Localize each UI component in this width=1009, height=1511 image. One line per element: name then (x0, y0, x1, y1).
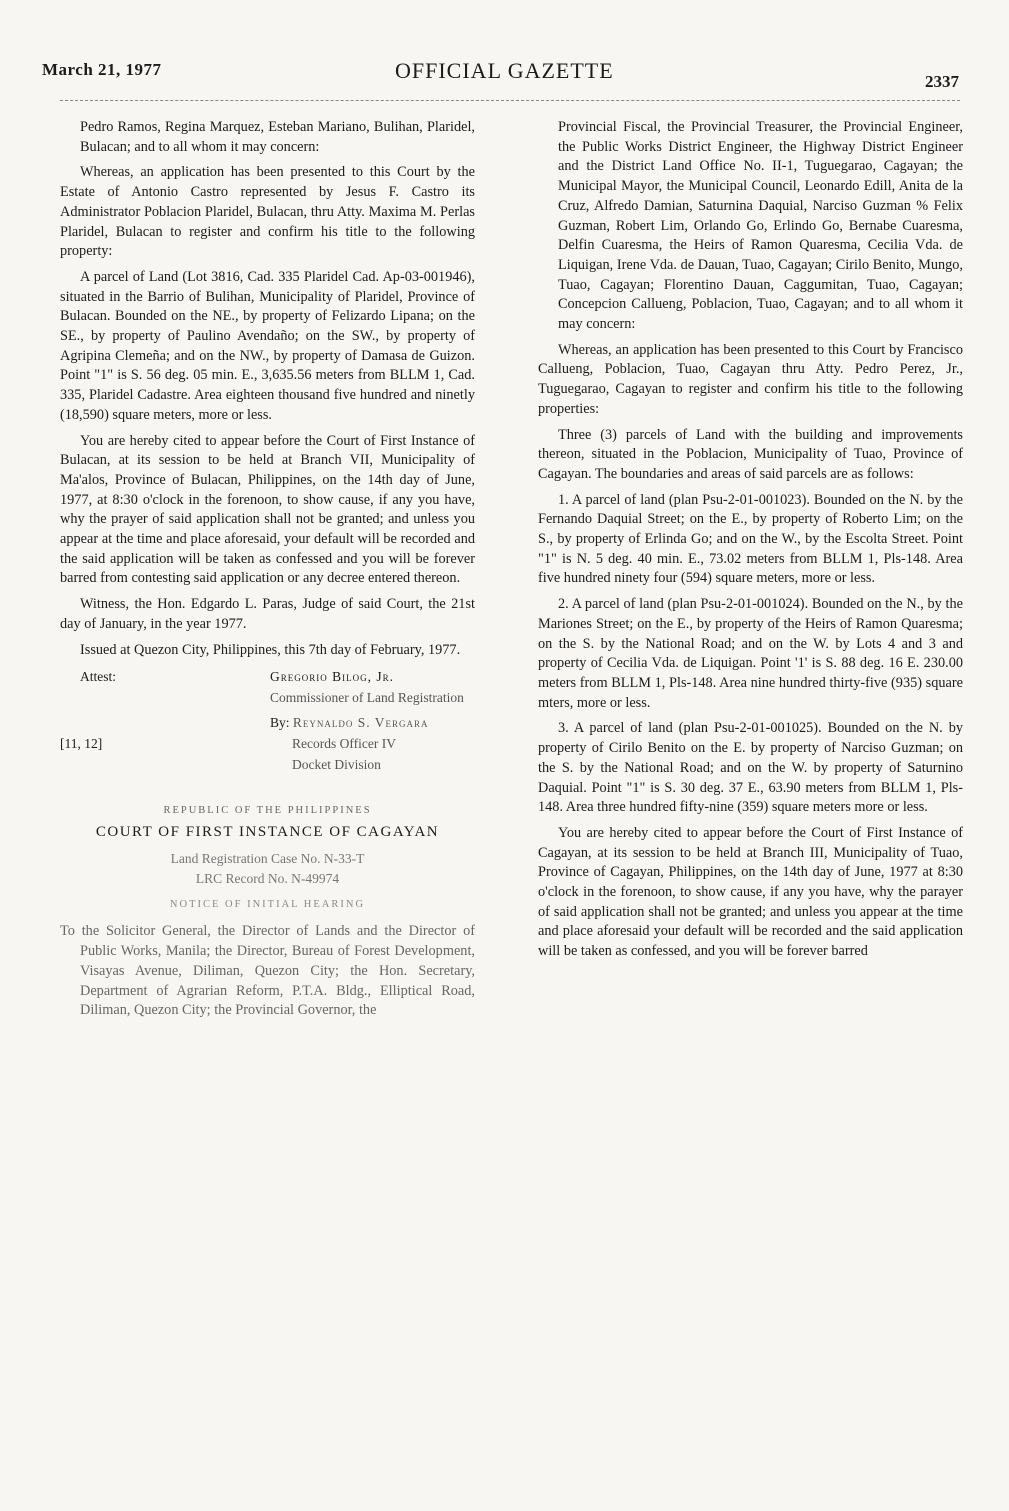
parcel-2: 2. A parcel of land (plan Psu-2-01-001024). Bounded on the N., by the Mariones Street; on the E., by property of the Heirs of Ramon Quaresma; on the S. by the National Road; and on the W. by Lots 4 and 3 and property of Cecilia Vda. de Liquigan. Point '1' is S. 88 deg. 16 E. 230.00 meters from BLLM 1, Pls-148. Area nine hundred thirty-five (935) square mters, more or less. (538, 596, 963, 711)
issue-date: March 21, 1977 (42, 60, 162, 79)
parcel-1: 1. A parcel of land (plan Psu-2-01-001023). Bounded on the N. by the Fernando Daquial Street; on the E., by property of Roberto Lim; on the S., by property of Erlinda Go; and on the W., by the Escolta Street. Point "1" is N. 5 deg. 40 min. E., 73.02 meters from BLLM 1, Pls-148. Area five hundred ninety four (594) square meters, more or less. (538, 491, 963, 587)
attestation (60, 666, 475, 775)
notice-title: NOTICE OF INITIAL HEARING (169, 898, 366, 910)
whereas-paragraph-right: Whereas, an application has been presented to this Court by Francisco Callueng, Poblacion, Tuao, Cagayan thru Atty. Pedro Perez, Jr., Tuguegarao, Cagayan to register and confirm his title to the following properties: (538, 341, 963, 417)
header-rule (60, 100, 960, 101)
citation-paragraph: You are hereby cited to appear before the Court of First Instance of Bulacan, at its session to be held at Branch VII, Municipality of Ma'alos, Province of Bulacan, Philippines, on the 14th day of June, 1977, at 8:30 o'clock in the forenoon, to show cause, if any you have, why the prayer of said application shall not be granted; and unless you appear at the time and place aforesaid, your default will be recorded and the said application will be taken as confessed and you will be forever barred from contesting said application or any decree entered thereon. (60, 432, 475, 587)
property-description: A parcel of Land (Lot 3816, Cad. 335 Plaridel Cad. Ap-03-001946), situated in the Barrio of Bulihan, Municipality of Plaridel, Province of Bulacan. Bounded on the NE., by property of Felizardo Lipana; on the SE., by property of Paulino Avendaño; on the SW., by property of Agripina Clemeña; and on the NW., by property of Damasa de Guizon. Point "1" is S. 56 deg. 05 min. E., 3,635.56 meters from BLLM 1, Cad. 335, Plaridel Cadastre. Area eighteen thousand five hundred and ninetly (18,590) square meters, more or less. (60, 268, 475, 423)
page-number: 2337 (925, 72, 959, 91)
attest-title: Commissioner of Land Registration (270, 690, 464, 706)
case-number: Land Registration Case No. N-33-T (170, 850, 365, 866)
by-label: By: (270, 715, 290, 731)
left-column (60, 118, 475, 1027)
citation-paragraph-right: You are hereby cited to appear before the Court of First Instance of Cagayan, at its session to be held at Branch III, Municipality of Tuao, Province of Cagayan, Philippines, on the 14th day of June, 1977 at 8:30 o'clock in the forenoon, to show cause, if any you have, why the parayer of said application shall not be granted; and unless you appear at the time and place aforesaid your default will be recorded and the said application will be taken as confessed, and you will be forever barred (538, 824, 963, 960)
republic-label: REPUBLIC OF THE PHILIPPINES (163, 805, 372, 817)
parcels-intro: Three (3) parcels of Land with the building and improvements thereon, situated in the Poblacion, Municipality of Tuao, Province of Cagayan. The boundaries and areas of said parcels are as follows: (538, 426, 963, 482)
witness-paragraph: Witness, the Hon. Edgardo L. Paras, Judge of said Court, the 21st day of January, in the year 1977. (60, 596, 475, 632)
notice-heading (60, 801, 475, 914)
court-name: COURT OF FIRST INSTANCE OF CAGAYAN (95, 823, 440, 840)
publication-title: OFFICIAL GAZETTE (395, 58, 614, 83)
right-column (538, 118, 963, 968)
issued-paragraph: Issued at Quezon City, Philippines, this 7th day of February, 1977. (80, 641, 461, 658)
addressees-paragraph: To the Solicitor General, the Director of Lands and the Director of Public Works, Manila; the Director, Bureau of Forest Development, Visayas Avenue, Diliman, Quezon City; the Hon. Secretary, Department of Agrarian Reform, P.T.A. Bldg., Elliptical Road, Diliman, Quezon City; the Provincial Governor, the (60, 923, 475, 1019)
lrc-record: LRC Record No. N-49974 (195, 870, 340, 886)
attest-name: Gregorio Bilog, Jr. (270, 669, 395, 685)
addressees-continued: Pedro Ramos, Regina Marquez, Esteban Mariano, Bulihan, Plaridel, Bulacan; and to all whom it may concern: (80, 119, 475, 155)
attest-label: Attest: (80, 669, 116, 685)
parcel-3: 3. A parcel of land (plan Psu-2-01-001025). Bounded on the N. by property of Cirilo Benito on the E. by property of Narciso Guzman; on the S. by the National Road; and on the W. by property of Saturnino Daquial. Point "1" is S. 30 deg. 37 E., 63.90 meters from BLLM 1, Pls-148. Area three hundred fifty-nine (359) square meters more or less. (538, 720, 963, 816)
reference-number: [11, 12] (60, 736, 103, 752)
page-header (0, 60, 1009, 100)
by-title: Records Officer IV (292, 736, 396, 752)
by-name: Reynaldo S. Vergara (292, 715, 429, 731)
whereas-paragraph: Whereas, an application has been presented to this Court by the Estate of Antonio Castro represented by Jesus F. Castro its Administrator Poblacion Plaridel, Bulacan, thru Atty. Maxima M. Perlas Plaridel, Bulacan to register and confirm his title to the following property: (60, 164, 475, 260)
addressees-continued-right: Provincial Fiscal, the Provincial Treasurer, the Provincial Engineer, the Public Works District Engineer, the Highway District Engineer and the District Land Office No. II-1, Tuguegarao, Cagayan; the Municipal Mayor, the Municipal Council, Leonardo Edill, Anita de la Cruz, Alfredo Damian, Saturnina Daquial, Narciso Guzman % Felix Guzman, Robert Lim, Orlando Go, Erlindo Go, Bernabe Cuaresma, Delfin Cuaresma, the Heirs of Ramon Quaresma, Cecilia Vda. de Liquigan, Irene Vda. de Dauan, Tuao, Cagayan; Cirilo Benito, Mungo, Tuao, Cagayan; Florentino Dauan, Caggumitan, Tuao, Cagayan; Concepcion Callueng, Poblacion, Tuao, Cagayan; and to all whom it may concern: (558, 119, 963, 333)
by-division: Docket Division (292, 757, 381, 773)
